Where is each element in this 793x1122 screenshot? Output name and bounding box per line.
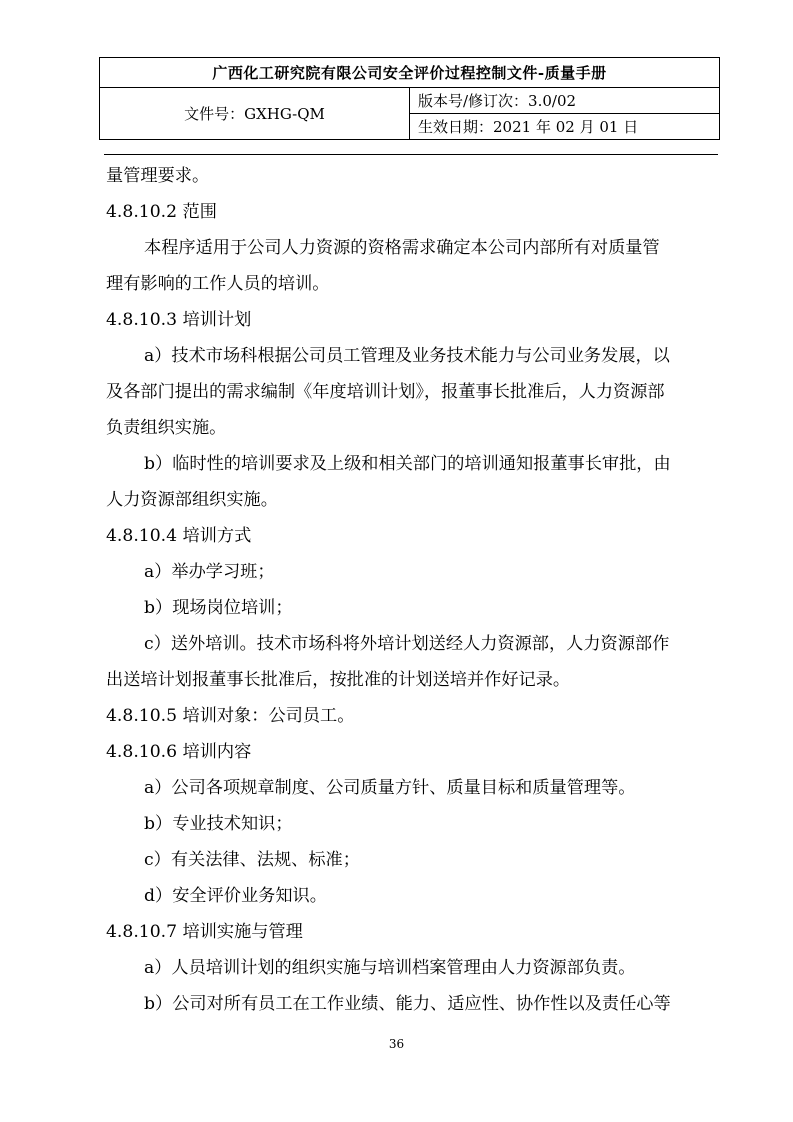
list-item: a）人员培训计划的组织实施与培训档案管理由人力资源部负责。: [144, 958, 636, 978]
list-item: c）有关法律、法规、标准；: [144, 850, 360, 870]
version-number: 版本号/修订次：3.0/02: [410, 88, 720, 114]
section-heading-implementation: 4.8.10.7 培训实施与管理: [106, 922, 303, 942]
list-item: a）公司各项规章制度、公司质量方针、质量目标和质量管理等。: [144, 778, 636, 798]
list-item: c）送外培训。技术市场科将外培计划送经人力资源部，人力资源部作: [144, 634, 670, 654]
effective-date: 生效日期：2021 年 02 月 01 日: [410, 114, 720, 140]
body-line: 理有影响的工作人员的培训。: [106, 274, 330, 294]
list-item: b）临时性的培训要求及上级和相关部门的培训通知报董事长审批，由: [144, 454, 671, 474]
body-line: 及各部门提出的需求编制《年度培训计划》，报董事长批准后，人力资源部: [106, 382, 665, 402]
body-line: 量管理要求。: [106, 166, 210, 186]
document-number: 文件号：GXHG-QM: [100, 88, 410, 140]
list-item: a）举办学习班；: [144, 562, 275, 582]
section-heading-training-method: 4.8.10.4 培训方式: [106, 526, 252, 546]
body-line: 出送培计划报董事长批准后，按批准的计划送培并作好记录。: [106, 670, 571, 690]
section-heading-scope: 4.8.10.2 范围: [106, 202, 217, 222]
list-item: b）专业技术知识；: [144, 814, 293, 834]
section-heading-training-target: 4.8.10.5 培训对象：公司员工。: [106, 706, 355, 726]
list-item: b）现场岗位培训；: [144, 598, 293, 618]
list-item: a）技术市场科根据公司员工管理及业务技术能力与公司业务发展，以: [144, 346, 670, 366]
list-item: d）安全评价业务知识。: [144, 886, 327, 906]
section-heading-training-content: 4.8.10.6 培训内容: [106, 742, 252, 762]
page-number: 36: [388, 1037, 405, 1051]
body-line: 本程序适用于公司人力资源的资格需求确定本公司内部所有对质量管: [144, 238, 660, 258]
section-heading-training-plan: 4.8.10.3 培训计划: [106, 310, 252, 330]
body-line: 人力资源部组织实施。: [106, 490, 278, 510]
header-divider: [104, 154, 718, 155]
document-header-table: [99, 57, 720, 140]
body-line: 负责组织实施。: [106, 418, 227, 438]
document-title: 广西化工研究院有限公司安全评价过程控制文件-质量手册: [100, 58, 720, 88]
list-item: b）公司对所有员工在工作业绩、能力、适应性、协作性以及责任心等: [144, 994, 671, 1014]
